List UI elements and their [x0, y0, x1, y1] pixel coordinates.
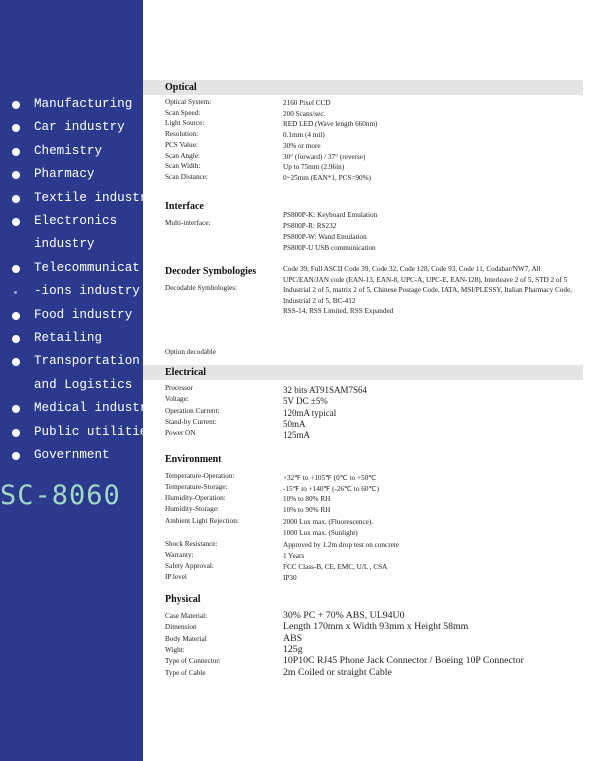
bullet-icon [12, 335, 20, 343]
industry-item [0, 93, 150, 116]
industry-item [0, 327, 150, 350]
industry-item [0, 397, 155, 420]
spec-label: PCS Value: [165, 140, 198, 149]
interface-label: Multi-interface: [165, 219, 211, 227]
industry-item [0, 374, 150, 397]
spec-label: Processor [165, 384, 193, 392]
bullet-icon [14, 291, 17, 294]
spec-value: 32 bits AT91SAM7S64 [283, 385, 368, 395]
decoder-symbologies-text [283, 264, 581, 317]
spec-value: 50mA [283, 418, 306, 429]
industry-label: -ions industry [34, 284, 140, 299]
model-number: SC-8060 [0, 480, 121, 511]
spec-label: Scan Speed: [165, 108, 201, 117]
sidebar-panel [0, 0, 155, 761]
optical-title: Optical [165, 82, 197, 93]
spec-label: Humidity-Operation: [165, 494, 226, 502]
spec-label: Wight: [165, 645, 185, 654]
industry-label: Transportation [34, 354, 140, 369]
spec-value: RED LED (Wave length 660nm) [283, 120, 378, 129]
spec-label: Voltage: [165, 395, 189, 404]
bullet-icon [12, 358, 20, 366]
spec-label: Power ON [165, 429, 196, 438]
spec-label: Light Source: [165, 119, 205, 128]
bullet-icon [12, 405, 20, 413]
spec-label: Type of Cable [165, 668, 206, 677]
spec-value: Length 170mm x Width 93mm x Height 58mm [283, 621, 469, 633]
spec-value: 125mA [283, 430, 310, 441]
industry-item [0, 210, 150, 233]
bullet-icon [12, 452, 20, 460]
spec-value: 0~25mm (EAN*1, PCS=90%) [283, 173, 372, 182]
industry-label: Retailing [34, 331, 103, 346]
spec-value: 10% to 80% RH [283, 495, 331, 503]
industry-item [0, 421, 155, 444]
spec-label: Temperature-Operation: [165, 472, 235, 480]
decoder-rss-list: RSS-14, RSS Limited, RSS Expanded [283, 307, 394, 316]
spec-label: IP level [165, 573, 187, 581]
industry-label: Medical industry [34, 401, 155, 416]
industry-label: Chemistry [34, 143, 103, 158]
spec-value: 125g [283, 643, 303, 655]
spec-value: IP30 [283, 574, 297, 582]
spec-value: 2000 Lux max. (Fluorescence). [283, 518, 374, 526]
industry-label: Telecommunicat [34, 260, 140, 275]
industry-item [0, 350, 150, 373]
spec-label: Ambient Light Rejection: [165, 517, 239, 525]
interface-value: PS800P-R: RS232 [283, 222, 337, 230]
electrical-title: Electrical [165, 367, 207, 378]
industry-item [0, 140, 150, 163]
industry-label: and Logistics [34, 377, 133, 392]
industry-list [0, 93, 155, 468]
spec-value: 0.1mm (4 mil) [283, 131, 325, 140]
spec-label: Warranty: [165, 551, 194, 559]
industry-label: Textile industry [34, 190, 155, 205]
spec-value: -15℉ to +140℉ (-26℃ to 60℃) [283, 485, 379, 493]
industry-label: Pharmacy [34, 167, 95, 182]
interface-title: Interface [165, 201, 204, 212]
industry-label: Food industry [34, 307, 133, 322]
spec-value: 30% PC + 70% ABS, UL94U0 [283, 610, 405, 621]
spec-label: Resolution: [165, 130, 199, 139]
spec-label: Type of Connector: [165, 657, 221, 666]
decoder-title: Decoder Symbologies [165, 266, 257, 277]
industry-label: Electronics [34, 214, 118, 229]
spec-label: Scan Distance: [165, 172, 208, 181]
industry-item [0, 163, 150, 186]
spec-value: 120mA typical [283, 407, 337, 418]
bullet-icon [12, 312, 20, 320]
interface-value: PS800P-K: Keyboard Emulation [283, 211, 378, 219]
industry-item [0, 116, 150, 139]
interface-value: PS800P-W: Wand Emulation [283, 233, 367, 241]
spec-label: Scan Width: [165, 162, 201, 171]
industry-label: Car industry [34, 120, 125, 135]
bullet-icon [12, 218, 20, 226]
optical-section-bar [143, 80, 583, 95]
spec-value: 2160 Pixel CCD [283, 99, 331, 107]
industry-item [0, 233, 150, 256]
spec-value: 30% or more [283, 141, 321, 150]
bullet-icon [12, 101, 20, 109]
spec-label: Safety Approval: [165, 562, 214, 570]
spec-label: Temperature-Storage: [165, 483, 228, 491]
spec-label: Shock Resistance: [165, 540, 218, 548]
spec-label: Dimension [165, 623, 197, 632]
electrical-section-bar [143, 365, 583, 380]
spec-value: 10% to 90% RH [283, 506, 331, 514]
spec-label: Stand-by Current: [165, 417, 217, 426]
spec-value: Approved by 1.2m drop test on concrete [283, 541, 399, 549]
industry-item [0, 304, 150, 327]
bullet-icon [12, 148, 20, 156]
physical-title: Physical [165, 594, 201, 605]
decoder-symbologies-list: Code 39, Full ASCII Code 39, Code 32, Code 128, Code 93, Code 11, Codabar/NW7, All UPC/EAN/JAN code (EAN-13, EAN-8, UPC-A, UPC-E, EAN-128), Interleave 2 of 5, STD 2 of 5 Industrial 2 of 5, matrix 2 of 5, Chinese Postage Code, IATA, MSI/PLESSY, Italian Pharmacy Code, Industrial 2 of 5, BC-412 [283, 265, 572, 305]
spec-value: Up to 75mm (2.96in) [283, 163, 345, 172]
industry-item [0, 257, 150, 280]
spec-value: 1 Years [283, 552, 305, 560]
industry-label: Government [34, 448, 110, 463]
environment-title: Environment [165, 454, 222, 465]
spec-value: 200 Scans/sec. [283, 109, 326, 118]
spec-value: ABS [283, 632, 303, 644]
decoder-label: Decodable Symbologies: [165, 284, 238, 292]
spec-label: Body Material [165, 634, 207, 643]
bullet-icon [12, 429, 20, 437]
spec-value: 5V DC ±5% [283, 396, 328, 407]
decoder-note: Option decodable [165, 348, 216, 356]
spec-label: Optical System: [165, 98, 212, 106]
industry-item [0, 444, 150, 467]
spec-value: 30° (forward) / 37° (reverse) [283, 152, 366, 161]
spec-label: Scan Angle: [165, 151, 200, 160]
bullet-icon [12, 265, 20, 273]
industry-item [0, 280, 150, 303]
industry-label: industry [34, 237, 95, 252]
spec-value: 1000 Lux max. (Sunlight) [283, 529, 358, 537]
spec-value: 2m Coiled or straight Cable [283, 666, 392, 678]
spec-value: +32℉ to +105℉ (0℃ to +50℃ [283, 474, 377, 482]
industry-label: Manufacturing [34, 97, 133, 111]
bullet-icon [12, 124, 20, 132]
spec-label: Case Material: [165, 612, 208, 620]
spec-label: Humidity-Storage: [165, 505, 219, 513]
spec-value: 10P10C RJ45 Phone Jack Connector / Boeing 10P Connector [283, 655, 524, 667]
spec-label: Operation Current: [165, 406, 220, 415]
industry-item [0, 187, 155, 210]
bullet-icon [12, 195, 20, 203]
interface-value: PS800P-U USB communication [283, 244, 376, 252]
industry-label: Public utilities [34, 424, 155, 439]
bullet-icon [12, 171, 20, 179]
spec-value: FCC Class-B, CE, EMC, U/L , CSA [283, 563, 388, 571]
